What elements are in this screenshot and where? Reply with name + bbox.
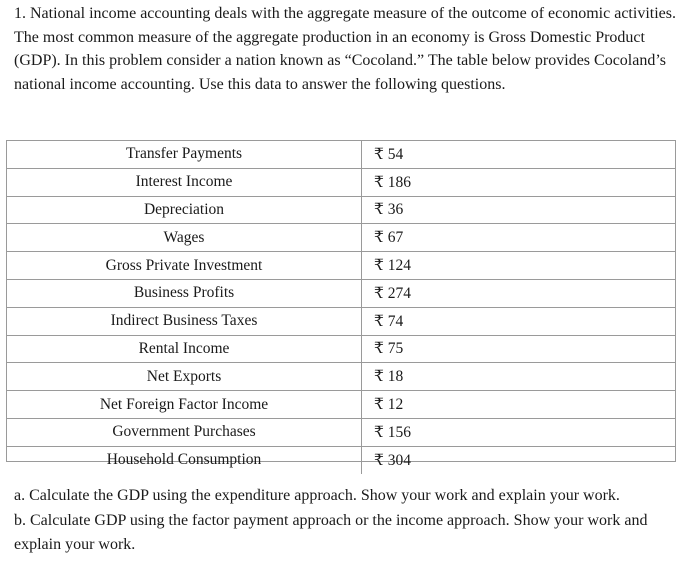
row-value: ₹ 156 bbox=[362, 418, 676, 446]
row-label: Indirect Business Taxes bbox=[7, 307, 362, 335]
row-label: Wages bbox=[7, 224, 362, 252]
row-label: Household Consumption bbox=[7, 446, 362, 473]
row-label: Business Profits bbox=[7, 279, 362, 307]
problem-intro: 1. National income accounting deals with the aggregate measure of the outcome of economic activities. The most common measure of the aggregate production in an economy is Gross Domestic Product (GDP). In this problem consider a nation known as “Cocoland.” The table below provides Cocoland’s national income accounting. Use this data to answer the following questions. bbox=[14, 5, 676, 93]
question-a: a. Calculate the GDP using the expenditure approach. Show your work and explain your work. bbox=[14, 487, 620, 504]
table-row bbox=[7, 252, 675, 280]
row-value: ₹ 12 bbox=[362, 391, 676, 419]
questions bbox=[14, 484, 678, 558]
table-row bbox=[7, 168, 675, 196]
table-row bbox=[7, 307, 675, 335]
row-label: Depreciation bbox=[7, 196, 362, 224]
row-value: ₹ 18 bbox=[362, 363, 676, 391]
row-value: ₹ 54 bbox=[374, 145, 404, 163]
row-label: Transfer Payments bbox=[7, 141, 362, 168]
row-value: ₹ 124 bbox=[362, 252, 676, 280]
row-label: Gross Private Investment bbox=[7, 252, 362, 280]
table-row bbox=[7, 363, 675, 391]
row-value: ₹ 186 bbox=[362, 168, 676, 196]
table-row bbox=[7, 335, 675, 363]
row-label: Net Foreign Factor Income bbox=[7, 391, 362, 419]
row-label: Government Purchases bbox=[7, 418, 362, 446]
row-label: Interest Income bbox=[7, 168, 362, 196]
table-row bbox=[7, 279, 675, 307]
row-value: ₹ 75 bbox=[362, 335, 676, 363]
table-row bbox=[7, 391, 675, 419]
table-row bbox=[7, 446, 675, 473]
national-income-table bbox=[6, 140, 676, 469]
table-row bbox=[7, 418, 675, 446]
row-label: Net Exports bbox=[7, 363, 362, 391]
row-value: ₹ 74 bbox=[362, 307, 676, 335]
row-value: ₹ 36 bbox=[362, 196, 676, 224]
row-value: ₹ 274 bbox=[362, 279, 676, 307]
row-value: ₹ 67 bbox=[362, 224, 676, 252]
income-table bbox=[7, 141, 675, 474]
table-row bbox=[7, 196, 675, 224]
table-row bbox=[7, 141, 675, 168]
row-value: ₹ 304 bbox=[362, 446, 676, 473]
table-row bbox=[7, 224, 675, 252]
question-b: b. Calculate GDP using the factor payment approach or the income approach. Show your work and explain your work. bbox=[14, 511, 648, 553]
row-label: Rental Income bbox=[7, 335, 362, 363]
